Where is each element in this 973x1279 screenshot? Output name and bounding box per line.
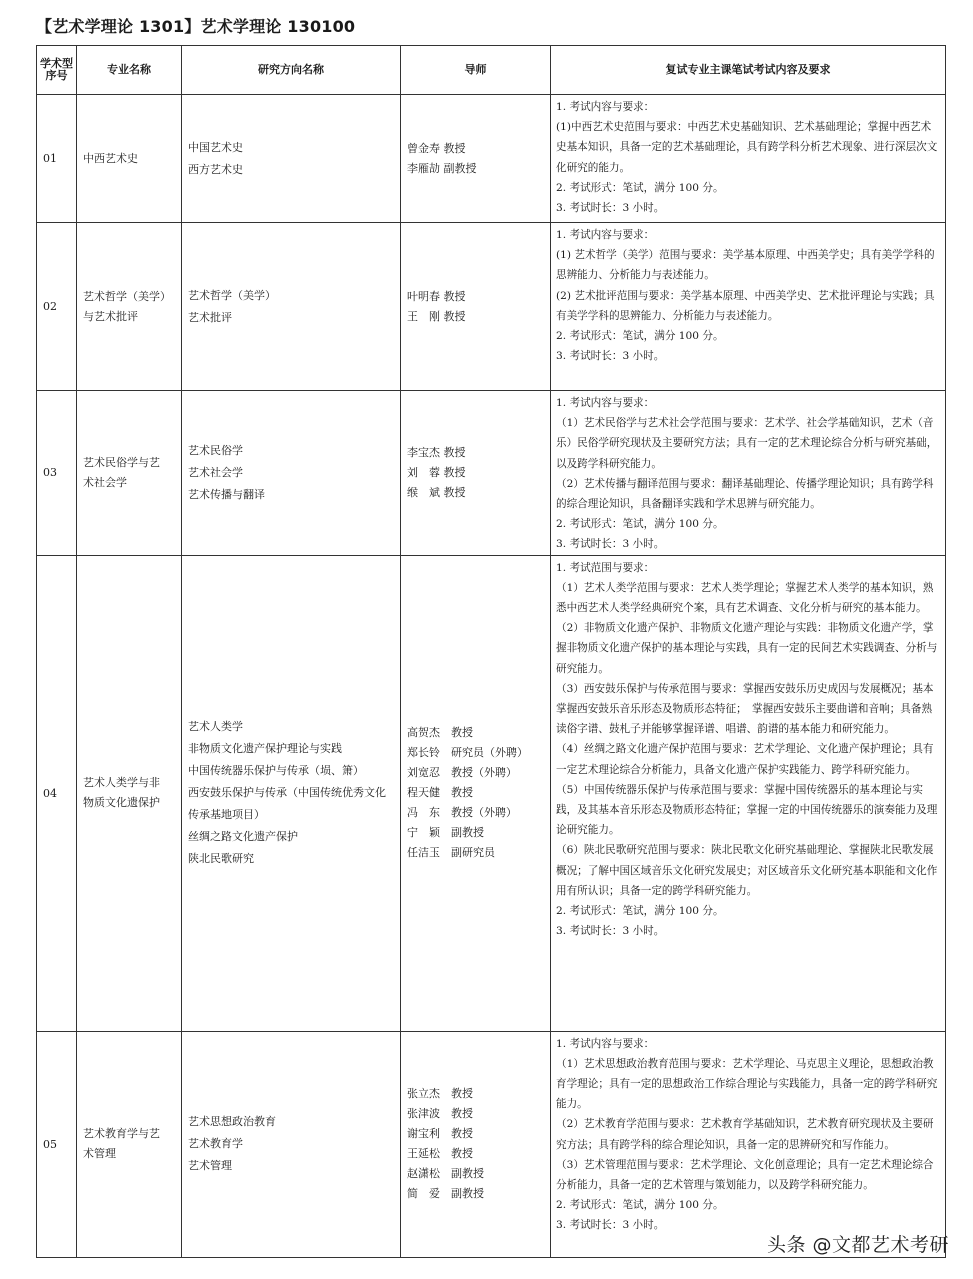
requirement-line: 2. 考试形式：笔试，满分 100 分。 <box>556 518 724 531</box>
major-name-line: 中西艺术史 <box>83 151 138 165</box>
supervisors-line: 张立杰 教授 <box>407 1087 473 1101</box>
supervisors <box>401 555 551 1031</box>
research-directions-line: 艺术哲学（美学） <box>188 288 276 302</box>
requirement-line: 1. 考试范围与要求： <box>556 561 655 574</box>
research-directions-line: 中国艺术史 <box>188 140 243 154</box>
research-directions-line: 丝绸之路文化遗产保护 <box>188 830 298 844</box>
requirement-line: (1) 艺术哲学（美学）范围与要求：美学基本原理、中西美学史；具有美学学科的思辨能力、分析能力与表述能力。 <box>556 249 935 282</box>
research-directions-line: 艺术人类学 <box>188 720 243 734</box>
research-directions-line: 中国传统器乐保护与传承（埙、箫） <box>188 764 364 778</box>
research-directions <box>182 1031 401 1257</box>
major-name-line: 艺术人类学与非 <box>83 776 160 790</box>
major-name <box>77 1031 182 1257</box>
header-requirements: 复试专业主课笔试考试内容及要求 <box>551 46 946 95</box>
requirement-line: 2. 考试形式：笔试，满分 100 分。 <box>556 1199 724 1212</box>
header-supervisor: 导师 <box>401 46 551 95</box>
research-directions-line: 艺术传播与翻译 <box>188 487 265 501</box>
table-row <box>37 1031 946 1257</box>
major-name-line: 术管理 <box>83 1147 116 1161</box>
major-name <box>77 95 182 223</box>
major-name <box>77 391 182 556</box>
research-directions-line: 西安鼓乐保护与传承（中国传统优秀文化传承基地项目） <box>188 786 386 822</box>
research-directions <box>182 95 401 223</box>
requirement-line: 3. 考试时长：3 小时。 <box>556 1219 665 1232</box>
table-row <box>37 223 946 391</box>
row-number: 05 <box>37 1031 77 1257</box>
major-name-line: 与艺术批评 <box>83 309 138 323</box>
research-directions-line: 西方艺术史 <box>188 162 243 176</box>
major-name-line: 术社会学 <box>83 475 127 489</box>
table-row <box>37 555 946 1031</box>
supervisors-line: 刘宽忍 教授（外聘） <box>407 766 517 780</box>
research-directions-line: 艺术民俗学 <box>188 443 243 457</box>
watermark: 头条 @文都艺术考研 <box>766 1234 949 1256</box>
requirement-line: （2）艺术教育学范围与要求：艺术教育学基础知识，艺术教育研究现状及主要研究方法；具有跨学科的综合理论知识，具备一定的思辨研究和写作能力。 <box>556 1118 934 1151</box>
table-row <box>37 95 946 223</box>
major-name <box>77 555 182 1031</box>
requirement-line: （6）陕北民歌研究范围与要求：陕北民歌文化研究基础理论、掌握陕北民歌发展概况；了解中国区域音乐文化研究发展史；对区域音乐文化研究基本职能和文化作用有所认识；具备一定的跨学科研究能力。 <box>556 844 938 897</box>
research-directions-line: 艺术思想政治教育 <box>188 1115 276 1129</box>
header-major: 专业名称 <box>77 46 182 95</box>
supervisors-line: 李宝杰 教授 <box>407 445 466 459</box>
requirement-line: 2. 考试形式：笔试，满分 100 分。 <box>556 330 724 343</box>
requirement-line: 3. 考试时长：3 小时。 <box>556 350 665 363</box>
exam-requirements <box>551 95 946 223</box>
requirement-line: 1. 考试内容与要求： <box>556 101 655 113</box>
supervisors-line: 王延松 教授 <box>407 1147 473 1161</box>
major-name-line: 艺术教育学与艺 <box>83 1127 160 1141</box>
research-directions-line: 艺术教育学 <box>188 1137 243 1151</box>
research-directions <box>182 555 401 1031</box>
requirement-line: （1）艺术人类学范围与要求：艺术人类学理论；掌握艺术人类学的基本知识，熟悉中西艺术人类学经典研究个案，具有艺术调查、文化分析与研究的基本能力。 <box>556 581 934 615</box>
requirement-line: 1. 考试内容与要求： <box>556 229 655 241</box>
major-name-line: 艺术民俗学与艺 <box>83 455 160 469</box>
supervisors-line: 曾金寿 教授 <box>407 141 466 155</box>
supervisors <box>401 95 551 223</box>
admissions-table <box>36 45 946 1258</box>
research-directions-line: 非物质文化遗产保护理论与实践 <box>188 742 342 756</box>
table-row <box>37 391 946 556</box>
page-title: 【艺术学理论 1301】艺术学理论 130100 <box>36 17 356 36</box>
exam-requirements <box>551 391 946 556</box>
supervisors-line: 赵潇松 副教授 <box>407 1167 484 1181</box>
requirement-line: 2. 考试形式：笔试，满分 100 分。 <box>556 905 724 918</box>
requirement-line: （2）艺术传播与翻译范围与要求：翻译基础理论、传播学理论知识；具有跨学科的综合理论知识，具备翻译实践和学术思辨与研究能力。 <box>556 477 934 511</box>
requirement-line: （2）非物质文化遗产保护、非物质文化遗产理论与实践：非物质文化遗产学，掌握非物质文化遗产保护的基本理论与实践，具有一定的民间艺术实践调查、分析与研究能力。 <box>556 622 938 675</box>
supervisors-line: 简 爱 副教授 <box>407 1187 484 1201</box>
research-directions-line: 艺术管理 <box>188 1159 232 1173</box>
supervisors-line: 任洁玉 副研究员 <box>407 846 495 860</box>
supervisors <box>401 391 551 556</box>
exam-requirements <box>551 223 946 391</box>
requirement-line: (1)中西艺术史范围与要求：中西艺术史基础知识、艺术基础理论；掌握中西艺术史基本知识，具备一定的艺术基础理论，具有跨学科分析艺术现象、进行深层次文化研究的能力。 <box>556 121 938 174</box>
requirement-line: （3）艺术管理范围与要求：艺术学理论、文化创意理论；具有一定艺术理论综合分析能力，具备一定的艺术管理与策划能力，以及跨学科研究能力。 <box>556 1158 934 1192</box>
major-name-line: 艺术哲学（美学） <box>83 289 171 303</box>
supervisors-line: 郑长铃 研究员（外聘） <box>407 746 528 760</box>
table-header-row <box>37 46 946 95</box>
requirement-line: （4）丝绸之路文化遗产保护范围与要求：艺术学理论、文化遗产保护理论；具有一定艺术理论综合分析能力，具备文化遗产保护实践能力、跨学科研究能力。 <box>556 743 934 776</box>
requirement-line: （1）艺术思想政治教育范围与要求：艺术学理论、马克思主义理论，思想政治教育学理论；具有一定的思想政治工作综合理论与实践能力，具备一定的跨学科研究能力。 <box>556 1057 938 1111</box>
research-directions-line: 艺术社会学 <box>188 465 243 479</box>
requirement-line: 3. 考试时长：3 小时。 <box>556 202 665 215</box>
row-number: 01 <box>37 95 77 223</box>
requirement-line: 3. 考试时长：3 小时。 <box>556 925 665 938</box>
requirement-line: 1. 考试内容与要求： <box>556 1037 655 1050</box>
exam-requirements <box>551 1031 946 1257</box>
supervisors <box>401 223 551 391</box>
supervisors-line: 宁 颖 副教授 <box>407 826 484 840</box>
exam-requirements <box>551 555 946 1031</box>
research-directions-line: 艺术批评 <box>188 310 232 324</box>
supervisors-line: 程天健 教授 <box>407 786 473 800</box>
row-number: 04 <box>37 555 77 1031</box>
requirement-line: （5）中国传统器乐保护与传承范围与要求：掌握中国传统器乐的基本理论与实践，及其基本音乐形态及物质形态特征；掌握一定的中国传统器乐的演奏能力及理论研究能力。 <box>556 783 938 837</box>
supervisors <box>401 1031 551 1257</box>
major-name <box>77 223 182 391</box>
requirement-line: (2) 艺术批评范围与要求：美学基本原理、中西美学史、艺术批评理论与实践；具有美学学科的思辨能力、分析能力与表述能力。 <box>556 289 935 322</box>
major-name-line: 物质文化遗保护 <box>83 796 160 810</box>
supervisors-line: 谢宝利 教授 <box>407 1127 473 1141</box>
header-num: 学术型序号 <box>37 46 77 95</box>
supervisors-line: 高贺杰 教授 <box>407 726 473 740</box>
research-directions <box>182 223 401 391</box>
supervisors-line: 冯 东 教授（外聘） <box>407 806 517 820</box>
supervisors-line: 张津波 教授 <box>407 1107 473 1121</box>
supervisors-line: 王 刚 教授 <box>407 309 466 323</box>
row-number: 03 <box>37 391 77 556</box>
requirement-line: 1. 考试内容与要求： <box>556 397 655 409</box>
header-direction: 研究方向名称 <box>182 46 401 95</box>
row-number: 02 <box>37 223 77 391</box>
requirement-line: 2. 考试形式：笔试，满分 100 分。 <box>556 181 724 194</box>
supervisors-line: 李雁劼 副教授 <box>407 161 477 175</box>
supervisors-line: 叶明春 教授 <box>407 289 466 303</box>
research-directions <box>182 391 401 556</box>
requirement-line: （3）西安鼓乐保护与传承范围与要求：掌握西安鼓乐历史成因与发展概况；基本掌握西安鼓乐音乐形态及物质形态特征； 掌握西安鼓乐主要曲谱和音响；具备熟读俗字谱、鼓札子并能够掌握译谱、唱谱、韵谱的基本能力和研究能力。 <box>556 682 934 736</box>
requirement-line: 3. 考试时长：3 小时。 <box>556 538 665 551</box>
supervisors-line: 缑 斌 教授 <box>407 485 466 499</box>
requirement-line: （1）艺术民俗学与艺术社会学范围与要求：艺术学、社会学基础知识，艺术（音乐）民俗学研究现状及主要研究方法；具有一定的艺术理论综合分析与研究基础，以及跨学科研究能力。 <box>556 417 938 470</box>
supervisors-line: 刘 蓉 教授 <box>407 465 466 479</box>
research-directions-line: 陕北民歌研究 <box>188 852 254 866</box>
